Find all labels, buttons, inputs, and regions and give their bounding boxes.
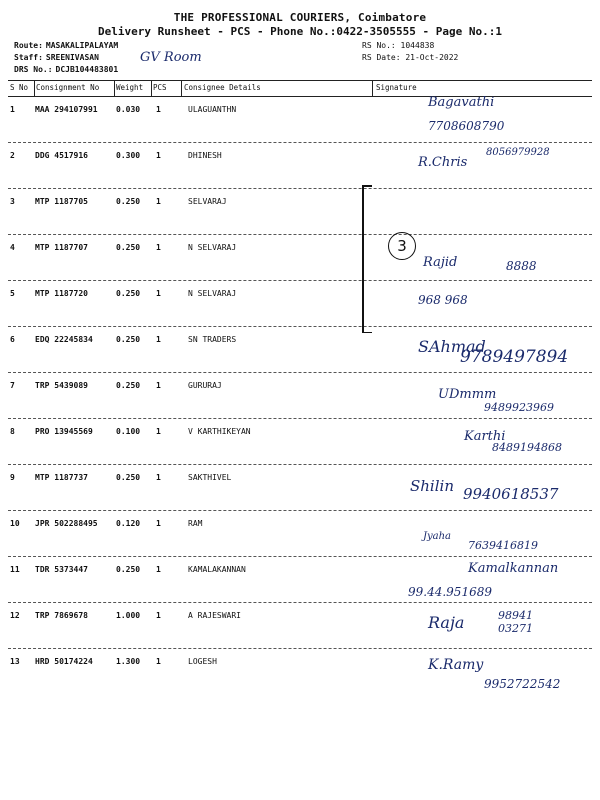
row-sno: 4 bbox=[10, 243, 15, 252]
row-pcs: 1 bbox=[156, 565, 161, 574]
signature-name: UDmmm bbox=[438, 387, 497, 402]
row-weight: 0.250 bbox=[116, 381, 141, 390]
row-consignment: HRD 50174224 bbox=[35, 657, 93, 666]
row-pcs: 1 bbox=[156, 519, 161, 528]
row-pcs: 1 bbox=[156, 289, 161, 298]
bracket-mark bbox=[362, 185, 372, 333]
col-header-pcs: PCS bbox=[153, 83, 167, 92]
row-consignment: MTP 1187737 bbox=[35, 473, 88, 482]
col-divider bbox=[372, 80, 373, 97]
col-divider bbox=[181, 80, 182, 97]
row-consignment: TDR 5373447 bbox=[35, 565, 88, 574]
row-consignment: MTP 1187705 bbox=[35, 197, 88, 206]
signature-phone: 8056979928 bbox=[486, 147, 550, 158]
staff-line bbox=[14, 53, 99, 62]
row-sno: 10 bbox=[10, 519, 20, 528]
col-header-consignment: Consignment No bbox=[36, 83, 100, 92]
row-weight: 0.250 bbox=[116, 565, 141, 574]
col-header-weight: Weight bbox=[116, 83, 144, 92]
handwritten-note: GV Room bbox=[140, 50, 202, 65]
row-weight: 0.250 bbox=[116, 335, 141, 344]
table-row bbox=[8, 465, 592, 511]
row-consignee: SAKTHIVEL bbox=[188, 473, 232, 482]
row-consignment: MTP 1187707 bbox=[35, 243, 88, 252]
signature-name: Shilin bbox=[410, 477, 454, 495]
row-sno: 2 bbox=[10, 151, 15, 160]
row-pcs: 1 bbox=[156, 335, 161, 344]
row-sno: 7 bbox=[10, 381, 15, 390]
row-consignment: JPR 502288495 bbox=[35, 519, 98, 528]
row-pcs: 1 bbox=[156, 151, 161, 160]
row-consignee: SELVARAJ bbox=[188, 197, 227, 206]
signature-name: Rajid bbox=[423, 255, 458, 270]
row-consignment: DDG 4517916 bbox=[35, 151, 88, 160]
rs-date-line bbox=[362, 53, 458, 62]
row-consignment: MAA 294107991 bbox=[35, 105, 98, 114]
table-row bbox=[8, 649, 592, 695]
signature-phone: 7639416819 bbox=[468, 539, 538, 552]
signature-phone: 9940618537 bbox=[463, 485, 559, 503]
signature-phone: 7708608790 bbox=[428, 119, 505, 133]
rs-no-value: 1044838 bbox=[400, 41, 435, 50]
rs-date-value: 21-Oct-2022 bbox=[405, 53, 459, 62]
row-consignee: V KARTHIKEYAN bbox=[188, 427, 251, 436]
row-consignee: DHINESH bbox=[188, 151, 222, 160]
row-weight: 0.100 bbox=[116, 427, 141, 436]
rs-no-line bbox=[362, 41, 434, 50]
row-consignment: PRO 13945569 bbox=[35, 427, 93, 436]
col-divider bbox=[34, 80, 35, 97]
signature-name: Kamalkannan bbox=[468, 561, 559, 576]
row-sno: 13 bbox=[10, 657, 20, 666]
row-consignee: N SELVARAJ bbox=[188, 243, 237, 252]
signature-name: Karthi bbox=[464, 429, 506, 444]
route-label: Route: bbox=[14, 41, 43, 50]
row-consignee: RAM bbox=[188, 519, 203, 528]
signature-phone: 8888 bbox=[506, 259, 537, 273]
row-pcs: 1 bbox=[156, 427, 161, 436]
col-header-consignee: Consignee Details bbox=[184, 83, 261, 92]
row-weight: 0.250 bbox=[116, 289, 141, 298]
row-sno: 11 bbox=[10, 565, 20, 574]
row-consignee: N SELVARAJ bbox=[188, 289, 237, 298]
row-sno: 8 bbox=[10, 427, 15, 436]
row-consignee: SN TRADERS bbox=[188, 335, 237, 344]
table-row bbox=[8, 143, 592, 189]
signature-phone: 968 968 bbox=[418, 293, 468, 307]
table-row bbox=[8, 373, 592, 419]
row-consignment: EDQ 22245834 bbox=[35, 335, 93, 344]
row-weight: 0.250 bbox=[116, 473, 141, 482]
table-row bbox=[8, 557, 592, 603]
table-row bbox=[8, 281, 592, 327]
row-weight: 0.120 bbox=[116, 519, 141, 528]
col-header-sno: S No bbox=[10, 83, 29, 92]
row-consignee: A RAJESWARI bbox=[188, 611, 241, 620]
rs-date-label: RS Date: bbox=[362, 53, 401, 62]
table-row bbox=[8, 327, 592, 373]
signature-phone: 9789497894 bbox=[460, 347, 569, 367]
table-row bbox=[8, 189, 592, 235]
table-row bbox=[8, 97, 592, 143]
row-pcs: 1 bbox=[156, 381, 161, 390]
row-weight: 0.030 bbox=[116, 105, 141, 114]
signature-name: Bagavathi bbox=[428, 95, 495, 110]
row-weight: 0.250 bbox=[116, 197, 141, 206]
row-pcs: 1 bbox=[156, 197, 161, 206]
table-row bbox=[8, 603, 592, 649]
signature-phone: 98941 03271 bbox=[498, 609, 533, 635]
table-row bbox=[8, 235, 592, 281]
signature-name: Jyaha bbox=[423, 531, 452, 542]
route-line bbox=[14, 41, 118, 50]
row-sno: 3 bbox=[10, 197, 15, 206]
header-top-rule bbox=[8, 80, 592, 81]
rs-no-label: RS No.: bbox=[362, 41, 396, 50]
row-pcs: 1 bbox=[156, 657, 161, 666]
row-consignment: TRP 7869678 bbox=[35, 611, 88, 620]
drs-label: DRS No.: bbox=[14, 65, 53, 74]
row-consignee: LOGESH bbox=[188, 657, 217, 666]
row-pcs: 1 bbox=[156, 473, 161, 482]
drs-line bbox=[14, 65, 118, 74]
row-pcs: 1 bbox=[156, 611, 161, 620]
row-consignment: MTP 1187720 bbox=[35, 289, 88, 298]
row-sno: 9 bbox=[10, 473, 15, 482]
row-weight: 1.000 bbox=[116, 611, 141, 620]
circled-number: 3 bbox=[388, 232, 416, 260]
row-sno: 1 bbox=[10, 105, 15, 114]
row-sno: 12 bbox=[10, 611, 20, 620]
signature-phone: 8489194868 bbox=[492, 441, 562, 454]
row-weight: 0.300 bbox=[116, 151, 141, 160]
staff-value: SREENIVASAN bbox=[45, 53, 99, 62]
col-divider bbox=[151, 80, 152, 97]
row-consignee: ULAGUANTHN bbox=[188, 105, 237, 114]
row-consignee: GURURAJ bbox=[188, 381, 222, 390]
row-pcs: 1 bbox=[156, 243, 161, 252]
row-consignment: TRP 5439089 bbox=[35, 381, 88, 390]
signature-phone: 9489923969 bbox=[484, 401, 554, 414]
document-title: THE PROFESSIONAL COURIERS, Coimbatore bbox=[173, 11, 427, 24]
row-weight: 1.300 bbox=[116, 657, 141, 666]
document-subtitle: Delivery Runsheet - PCS - Phone No.:0422-3505555 - Page No.:1 bbox=[98, 25, 502, 38]
col-header-signature: Signature bbox=[376, 83, 417, 92]
signature-name: R.Chris bbox=[418, 155, 468, 170]
row-sno: 6 bbox=[10, 335, 15, 344]
row-consignee: KAMALAKANNAN bbox=[188, 565, 246, 574]
signature-name: Raja bbox=[428, 613, 465, 632]
signature-name: K.Ramy bbox=[428, 657, 484, 673]
row-pcs: 1 bbox=[156, 105, 161, 114]
col-divider bbox=[114, 80, 115, 97]
drs-value: DCJB104483801 bbox=[55, 65, 119, 74]
row-sno: 5 bbox=[10, 289, 15, 298]
signature-phone: 9952722542 bbox=[484, 677, 561, 691]
row-weight: 0.250 bbox=[116, 243, 141, 252]
table-row bbox=[8, 419, 592, 465]
signature-name: SAhmad bbox=[418, 337, 486, 356]
route-value: MASAKALIPALAYAM bbox=[45, 41, 119, 50]
signature-phone: 99.44.951689 bbox=[408, 585, 492, 599]
table-row bbox=[8, 511, 592, 557]
staff-label: Staff: bbox=[14, 53, 43, 62]
